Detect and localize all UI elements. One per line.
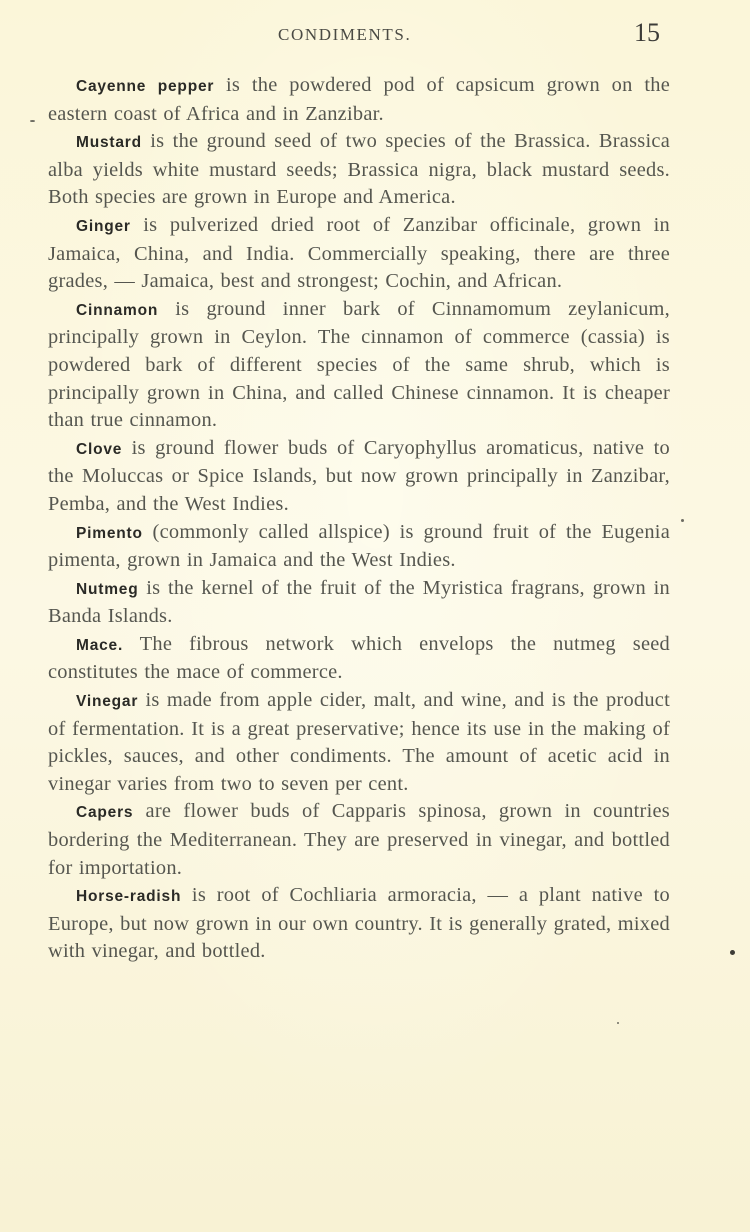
- entry-cinnamon: [48, 296, 670, 435]
- entry-text: is ground inner bark of Cinnamomum zeylanicum, principally grown in Ceylon. The cinnamon of commerce (cassia) is powdered bark of different species of the same shrub, which is principally grown in China, and called Chinese cinnamon. It is cheaper than true cinnamon.: [48, 297, 670, 432]
- entry-text: is the kernel of the fruit of the Myristica fragrans, grown in Banda Islands.: [48, 576, 670, 628]
- entry-term: Cinnamon: [76, 301, 159, 319]
- entry-ginger: [48, 212, 670, 296]
- entry-text: is the powdered pod of capsicum grown on the eastern coast of Africa and in Zanzibar.: [48, 74, 671, 125]
- entry-text: is root of Cochliaria armoracia, — a plant native to Europe, but now grown in our own country. It is generally grated, mixed with vinegar, and bottled.: [48, 884, 670, 963]
- entry-term: Mustard: [76, 134, 142, 152]
- entry-vinegar: [48, 687, 670, 798]
- entry-term: Capers: [76, 804, 134, 822]
- entry-capers: [48, 798, 670, 882]
- entry-pimento: [48, 519, 670, 575]
- paper-speck: [730, 950, 735, 955]
- entry-text: is pulverized dried root of Zanzibar officinale, grown in Jamaica, China, and India. Commercially speaking, there are three grades, — Jamaica, best and strongest; Cochin, and African.: [48, 213, 670, 293]
- entry-text: is the ground seed of two species of the Brassica. Brassica alba yields white mustard seeds; Brassica nigra, black mustard seeds. Both species are grown in Europe and America.: [48, 130, 670, 209]
- entry-term: Vinegar: [76, 693, 139, 711]
- entry-term: Ginger: [76, 217, 131, 235]
- entry-text: The fibrous network which envelops the nutmeg seed constitutes the mace of commerce.: [48, 632, 670, 684]
- entry-cayenne-pepper: [48, 72, 670, 128]
- page-header: [0, 18, 750, 52]
- entry-text: are flower buds of Capparis spinosa, grown in countries bordering the Mediterranean. They are preserved in vinegar, and bottled for importation.: [48, 800, 670, 879]
- paper-speck: [617, 1022, 619, 1024]
- paper-speck: [30, 120, 35, 122]
- entry-text: is made from apple cider, malt, and wine, and is the product of fermentation. It is a great preservative; hence its use in the making of pickles, sauces, and other condiments. The amount of acetic acid in vinegar varies from two to seven per cent.: [48, 689, 670, 795]
- entry-horse-radish: [48, 882, 670, 966]
- entry-term: Cayenne pepper: [76, 78, 215, 95]
- body-text: [48, 72, 670, 966]
- entry-nutmeg: [48, 575, 670, 631]
- entry-term: Clove: [76, 440, 123, 458]
- entry-clove: [48, 435, 670, 519]
- page-number: 15: [634, 18, 660, 47]
- entry-term: Pimento: [76, 524, 143, 542]
- paper-speck: [681, 519, 684, 522]
- entry-mace: [48, 631, 670, 687]
- entry-term: Nutmeg: [76, 580, 139, 598]
- entry-text: (commonly called allspice) is ground fruit of the Eugenia pimenta, grown in Jamaica and the West Indies.: [48, 520, 670, 572]
- entry-mustard: [48, 128, 670, 212]
- entry-text: is ground flower buds of Caryophyllus aromaticus, native to the Moluccas or Spice Islands, but now grown principally in Zanzibar, Pemba, and the West Indies.: [48, 436, 670, 515]
- entry-term: Mace.: [76, 636, 124, 654]
- running-head: CONDIMENTS.: [278, 25, 412, 44]
- entry-term: Horse-radish: [76, 888, 182, 906]
